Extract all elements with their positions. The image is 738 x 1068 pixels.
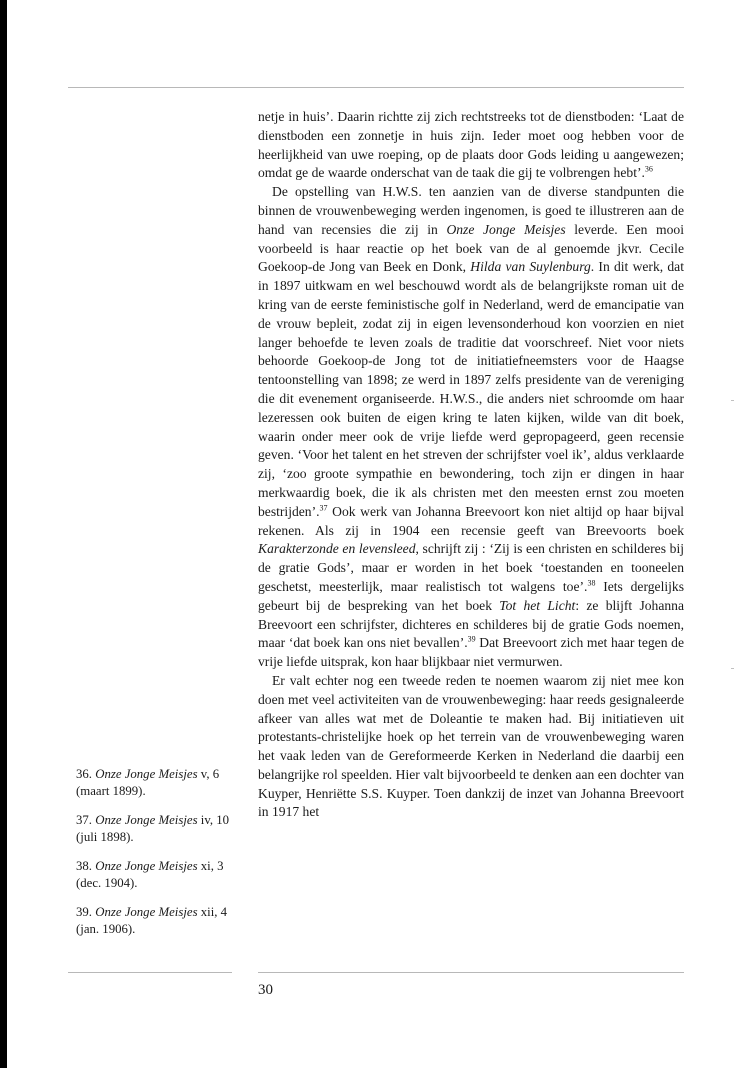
footnote [76,904,236,938]
paragraph-2-text: leverde. Een mooi voorbeeld is haar reactie op het boek van de al genoemde jkvr. Cecile Goekoop-de Jong van Beek en Donk, [258,221,684,275]
book-title: Karakterzonde en levensleed [258,541,416,557]
footnote-title: Onze Jonge Meisjes [95,813,198,827]
footnote-number: 36. [76,767,92,781]
header-rule [68,87,684,88]
footer-rule [258,972,684,973]
edge-mark [731,400,734,401]
book-title: Hilda van Suylenburg [470,259,591,275]
footnote-title: Onze Jonge Meisjes [95,767,198,781]
footnote-number: 39. [76,905,92,919]
footnote-rule [68,972,232,973]
paragraph-1-text: netje in huis’. Daarin richtte zij zich rechtstreeks tot de dienstboden: ‘Laat de dienstboden een zonnetje in huis zijn. Ieder moet oog hebben voor de heerlijkheid van uwe roeping, op de plaats door Gods leiding u aangewezen; omdat ge de waarde onderschat van de taak die gij te volbrengen hebt’. [258,109,684,181]
footnote-ref-39: 39 [467,634,476,644]
footnote-title: Onze Jonge Meisjes [95,905,198,919]
paragraph-2-text: . In dit werk, dat in 1897 uitkwam en wel beschouwd wordt als de belangrijkste roman uit de kring van de eerste feministische golf in Nederland, werd de emancipatie van de vrouw bepleit, zodat zij in eigen levensonderhoud kon voorzien en niet langer behoefde te leven zoals de traditie dat voorschreef. Niet voor niets behoorde Goekoop-de Jong tot de initiatiefneemsters voor de Haagse tentoonstelling van 1898; ze werd in 1897 zelfs presidente van de vereniging die dit evenement organiseerde. H.W.S., die anders niet schroomde om haar lezeressen ook buiten de eigen kring te laten kijken, wilde van dit boek, waarin onder meer ook de vrije liefde werd gepropageerd, geen recensie geven. ‘Voor het talent en het streven der schrijfster voel ik’, aldus verklaarde zij, ‘zoo groote sympathie en bewondering, toch zijn er dingen in haar merkwaardig boek, die ik als christen met den meesten ernst zou moeten bestrijden’. [258,259,684,519]
footnote-title: Onze Jonge Meisjes [95,859,198,873]
footnote-ref-37: 37 [319,503,328,513]
paragraph-2-text: De opstelling van H.W.S. ten aanzien van de diverse standpunten die binnen de vrouwenbeweging werden ingenomen, is goed te illustreren aan de hand van recensies die zij in [258,184,684,237]
footnote [76,858,236,892]
footnotes-column [76,766,236,950]
footnote-ref-38: 38 [587,578,596,588]
footnote [76,766,236,800]
footnote [76,812,236,846]
paragraph-2-text: : ze blijft Johanna Breevoort een schrijfster, dichteres en schilderes bij de gratie Gods noemen, maar ‘dat boek kan ons niet bevallen’. [258,597,685,651]
paragraph-2-text: Dat Breevoort zich met haar tegen de vrije liefde uitsprak, kon haar blijkbaar niet vermurwen. [258,635,684,670]
main-text-column [258,108,684,822]
footnote-ref-36: 36 [644,164,653,174]
paragraph-2-text: , schrijft zij : ‘Zij is een christen en schilderes bij de gratie Gods’, maar er worden in het boek ‘toestanden en tooneelen geschetst, meesterlijk, maar realistisch tot walgens toe’. [258,541,684,594]
book-title: Onze Jonge Meisjes [446,221,566,237]
paragraph-3 [258,672,684,822]
paragraph-3-text: Er valt echter nog een tweede reden te noemen waarom zij niet mee kon doen met veel activiteiten van de vrouwenbeweging: haar reeds gesignaleerde afkeer van alles wat met de Doleantie te maken had. Bij initiatieven uit protestants-christelijke hoek op het terrein van de vrouwenbeweging waren het vaak leden van de Gereformeerde Kerken in Nederland die daarbij een belangrijke rol speelden. Hier valt bijvoorbeeld te denken aan een dochter van Kuyper, Henriëtte S.S. Kuyper. Toen dankzij de inzet van Johanna Breevoort in 1917 het [258,672,684,820]
footnote-detail: xi, 3 (dec. 1904). [76,859,224,890]
footnote-detail: xii, 4 (jan. 1906). [76,905,228,936]
page-number: 30 [258,982,273,998]
edge-mark [731,668,734,669]
footnote-detail: v, 6 (maart 1899). [76,767,220,798]
footnote-number: 37. [76,813,92,827]
paragraph-2 [258,183,684,672]
paragraph-1 [258,108,684,183]
footnote-number: 38. [76,859,92,873]
book-title: Tot het Licht [499,597,576,613]
page-binding-edge [0,0,7,1068]
paragraph-2-text: Iets dergelijks gebeurt bij de bespreking van het boek [258,578,684,613]
footnote-detail: iv, 10 (juli 1898). [76,813,230,844]
paragraph-2-text: Ook werk van Johanna Breevoort kon niet altijd op haar bijval rekenen. Als zij in 1904 een recensie geeft van Breevoorts boek [258,503,684,538]
